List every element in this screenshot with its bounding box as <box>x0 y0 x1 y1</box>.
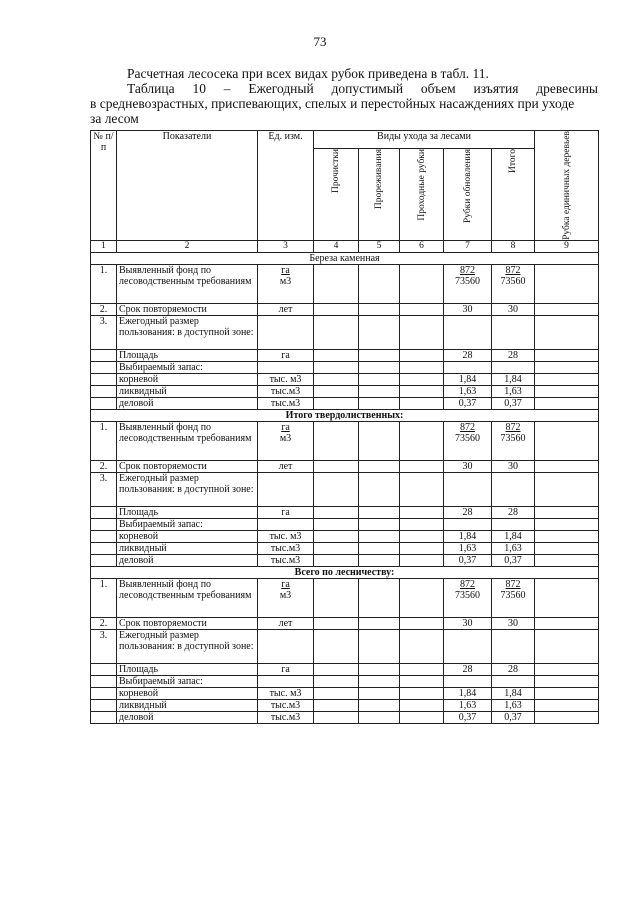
cell-empty <box>359 542 400 554</box>
cell-total: 28 <box>492 663 535 675</box>
value-top: 872 <box>460 421 475 433</box>
cell-empty <box>359 460 400 472</box>
cell-empty <box>359 373 400 385</box>
row-num: 3. <box>91 472 117 506</box>
cell-empty <box>535 349 599 361</box>
cell-empty <box>91 397 117 409</box>
row-label: Выявленный фонд по лесоводственным требованиям <box>117 578 258 617</box>
cell-empty <box>359 264 400 303</box>
cell-empty <box>258 315 314 349</box>
table-row <box>91 675 599 687</box>
cell-empty <box>492 472 535 506</box>
table-row <box>91 518 599 530</box>
cell-total <box>492 421 535 460</box>
cell-renewal: 1,84 <box>444 373 492 385</box>
cell-empty <box>492 518 535 530</box>
cell-empty <box>535 687 599 699</box>
cell-empty <box>314 542 359 554</box>
table-row <box>91 711 599 723</box>
cell-empty <box>314 264 359 303</box>
cell-empty <box>359 385 400 397</box>
table-row <box>91 530 599 542</box>
cell-empty <box>535 506 599 518</box>
header-passage-cuts-label: Проходные рубки <box>416 149 427 221</box>
section-title-row <box>91 566 599 578</box>
table-row <box>91 303 599 315</box>
cell-empty <box>535 530 599 542</box>
cell-renewal: 1,84 <box>444 687 492 699</box>
cell-empty <box>400 373 444 385</box>
row-num: 1. <box>91 264 117 303</box>
unit-top: га <box>281 264 290 276</box>
cell-empty <box>359 472 400 506</box>
cell-total: 0,37 <box>492 711 535 723</box>
cell-empty <box>535 617 599 629</box>
cell-total <box>492 264 535 303</box>
cell-empty <box>444 675 492 687</box>
value-top: 872 <box>505 578 521 590</box>
cell-empty <box>359 421 400 460</box>
page-number: 73 <box>313 34 327 49</box>
cell-total: 1,63 <box>492 699 535 711</box>
cell-empty <box>400 687 444 699</box>
cell-renewal: 28 <box>444 506 492 518</box>
cell-renewal: 1,63 <box>444 542 492 554</box>
cell-empty <box>258 518 314 530</box>
table-row <box>91 699 599 711</box>
table-caption-line-1: Таблица 10 – Ежегодный допустимый объем изъятия древесины <box>127 81 598 96</box>
col-number: 6 <box>400 240 444 252</box>
cell-empty <box>359 518 400 530</box>
cell-total: 1,84 <box>492 373 535 385</box>
cell-empty <box>535 542 599 554</box>
cell-empty <box>400 315 444 349</box>
table-row <box>91 385 599 397</box>
row-label: ликвидный <box>117 542 258 554</box>
col-number: 2 <box>117 240 258 252</box>
row-num: 3. <box>91 315 117 349</box>
intro-line-1: Расчетная лесосека при всех видах рубок приведена в табл. 11. <box>127 66 489 81</box>
cell-empty <box>492 675 535 687</box>
cell-empty <box>314 349 359 361</box>
cell-empty <box>535 385 599 397</box>
table-row <box>91 472 599 506</box>
cell-total: 28 <box>492 349 535 361</box>
cell-empty <box>91 361 117 373</box>
cell-empty <box>400 460 444 472</box>
cell-empty <box>314 315 359 349</box>
cell-renewal: 1,84 <box>444 530 492 542</box>
cell-empty <box>359 397 400 409</box>
row-unit <box>258 264 314 303</box>
header-row <box>91 131 599 149</box>
cell-empty <box>400 506 444 518</box>
cell-empty <box>492 361 535 373</box>
cell-empty <box>400 554 444 566</box>
cell-empty <box>314 373 359 385</box>
row-label: Выбираемый запас: <box>117 361 258 373</box>
cell-empty <box>359 315 400 349</box>
cell-empty <box>535 663 599 675</box>
cell-empty <box>91 663 117 675</box>
cell-renewal: 1,63 <box>444 699 492 711</box>
row-label: корневой <box>117 530 258 542</box>
cell-empty <box>314 711 359 723</box>
cell-empty <box>91 530 117 542</box>
col-number: 9 <box>535 240 599 252</box>
value-bottom: 73560 <box>500 275 526 287</box>
section-title-row <box>91 409 599 421</box>
row-label: Выявленный фонд по лесоводственным требованиям <box>117 421 258 460</box>
cell-total: 0,37 <box>492 397 535 409</box>
row-label: Площадь <box>117 506 258 518</box>
cell-empty <box>314 530 359 542</box>
row-unit: тыс.м3 <box>258 542 314 554</box>
cell-empty <box>400 578 444 617</box>
col-number: 8 <box>492 240 535 252</box>
row-unit: лет <box>258 617 314 629</box>
cell-empty <box>400 629 444 663</box>
cell-empty <box>314 617 359 629</box>
cell-empty <box>91 554 117 566</box>
cell-empty <box>359 303 400 315</box>
cell-empty <box>314 506 359 518</box>
cell-empty <box>400 663 444 675</box>
row-label: корневой <box>117 687 258 699</box>
cell-empty <box>492 315 535 349</box>
cell-empty <box>400 518 444 530</box>
cell-empty <box>400 385 444 397</box>
cell-empty <box>314 385 359 397</box>
cell-renewal: 0,37 <box>444 711 492 723</box>
row-label: Ежегодный размер пользования: в доступной зоне: <box>117 629 258 663</box>
row-num: 1. <box>91 578 117 617</box>
header-unit: Ед. изм. <box>258 131 314 241</box>
cell-empty <box>91 373 117 385</box>
cell-renewal: 0,37 <box>444 554 492 566</box>
cell-empty <box>400 397 444 409</box>
value-top: 872 <box>505 421 521 433</box>
cell-empty <box>91 699 117 711</box>
row-label: Ежегодный размер пользования: в доступной зоне: <box>117 472 258 506</box>
cell-empty <box>314 361 359 373</box>
cell-empty <box>444 518 492 530</box>
header-total-label: Итого <box>508 149 519 174</box>
row-label: деловой <box>117 711 258 723</box>
row-unit: тыс.м3 <box>258 397 314 409</box>
value-bottom: 73560 <box>500 589 526 601</box>
cell-empty <box>258 472 314 506</box>
table-row <box>91 373 599 385</box>
logging-volume-table <box>90 130 599 724</box>
table-row <box>91 315 599 349</box>
row-num: 2. <box>91 617 117 629</box>
row-unit <box>258 578 314 617</box>
cell-empty <box>400 711 444 723</box>
cell-empty <box>535 675 599 687</box>
table-row <box>91 629 599 663</box>
row-label: Площадь <box>117 349 258 361</box>
cell-empty <box>91 385 117 397</box>
cell-empty <box>359 687 400 699</box>
cell-empty <box>314 460 359 472</box>
cell-empty <box>535 397 599 409</box>
value-bottom: 73560 <box>455 275 480 287</box>
header-cleaning <box>314 149 359 241</box>
cell-empty <box>359 663 400 675</box>
cell-empty <box>314 578 359 617</box>
cell-empty <box>91 349 117 361</box>
cell-empty <box>535 460 599 472</box>
cell-total: 28 <box>492 506 535 518</box>
row-unit: тыс.м3 <box>258 385 314 397</box>
row-num: 2. <box>91 303 117 315</box>
value-bottom: 73560 <box>455 589 480 601</box>
table-row <box>91 663 599 675</box>
section-title: Итого твердолиственных: <box>91 409 599 421</box>
cell-empty <box>314 663 359 675</box>
intro-text <box>90 66 598 126</box>
unit-bottom: м3 <box>279 589 292 601</box>
row-label: Выявленный фонд по лесоводственным требованиям <box>117 264 258 303</box>
table-row <box>91 554 599 566</box>
cell-empty <box>91 518 117 530</box>
row-num: 1. <box>91 421 117 460</box>
column-number-row <box>91 240 599 252</box>
table-row <box>91 361 599 373</box>
cell-empty <box>314 518 359 530</box>
cell-empty <box>359 699 400 711</box>
col-number: 7 <box>444 240 492 252</box>
cell-renewal <box>444 264 492 303</box>
row-unit: тыс.м3 <box>258 711 314 723</box>
cell-empty <box>400 530 444 542</box>
cell-empty <box>535 264 599 303</box>
cell-renewal: 30 <box>444 460 492 472</box>
cell-total <box>492 578 535 617</box>
cell-empty <box>91 542 117 554</box>
header-num: № п/п <box>91 131 117 241</box>
cell-empty <box>359 530 400 542</box>
row-label: Срок повторяемости <box>117 617 258 629</box>
cell-empty <box>444 472 492 506</box>
cell-empty <box>535 629 599 663</box>
header-cleaning-label: Прочистки <box>331 149 341 194</box>
section-title: Береза каменная <box>91 252 599 264</box>
cell-empty <box>535 361 599 373</box>
cell-empty <box>400 303 444 315</box>
cell-empty <box>444 629 492 663</box>
cell-empty <box>314 699 359 711</box>
row-label: ликвидный <box>117 699 258 711</box>
row-unit: тыс. м3 <box>258 373 314 385</box>
cell-empty <box>400 542 444 554</box>
cell-empty <box>314 554 359 566</box>
cell-empty <box>535 373 599 385</box>
cell-empty <box>258 361 314 373</box>
cell-empty <box>535 578 599 617</box>
cell-empty <box>492 629 535 663</box>
cell-empty <box>535 303 599 315</box>
cell-total: 30 <box>492 303 535 315</box>
cell-empty <box>400 361 444 373</box>
cell-empty <box>400 699 444 711</box>
unit-bottom: м3 <box>279 275 292 287</box>
value-top: 872 <box>460 264 475 276</box>
cell-empty <box>359 578 400 617</box>
cell-empty <box>258 629 314 663</box>
table-row <box>91 578 599 617</box>
header-total <box>492 149 535 241</box>
section-title: Всего по лесничеству: <box>91 566 599 578</box>
cell-total: 30 <box>492 460 535 472</box>
row-unit: га <box>258 349 314 361</box>
cell-empty <box>400 472 444 506</box>
row-num: 3. <box>91 629 117 663</box>
unit-top: га <box>281 578 290 590</box>
header-care-types: Виды ухода за лесами <box>314 131 535 149</box>
cell-empty <box>314 687 359 699</box>
unit-bottom: м3 <box>279 432 292 444</box>
cell-empty <box>535 554 599 566</box>
cell-empty <box>400 349 444 361</box>
row-unit: тыс. м3 <box>258 530 314 542</box>
header-renewal-cuts-label: Рубки обновления <box>462 149 473 224</box>
cell-empty <box>314 629 359 663</box>
row-unit: лет <box>258 303 314 315</box>
cell-empty <box>258 675 314 687</box>
col-number: 4 <box>314 240 359 252</box>
cell-empty <box>359 711 400 723</box>
row-label: корневой <box>117 373 258 385</box>
header-renewal-cuts <box>444 149 492 241</box>
cell-total: 1,63 <box>492 542 535 554</box>
cell-empty <box>359 349 400 361</box>
cell-empty <box>400 675 444 687</box>
cell-renewal: 28 <box>444 663 492 675</box>
row-unit: тыс. м3 <box>258 687 314 699</box>
value-top: 872 <box>505 264 521 276</box>
value-bottom: 73560 <box>500 432 526 444</box>
row-unit <box>258 421 314 460</box>
row-label: деловой <box>117 554 258 566</box>
header-thinning <box>359 149 400 241</box>
cell-empty <box>91 675 117 687</box>
header-single-tree-label: Рубка единичных деревьев <box>561 131 572 240</box>
header-single-tree <box>535 131 599 241</box>
cell-renewal: 30 <box>444 303 492 315</box>
table-row <box>91 421 599 460</box>
cell-empty <box>314 675 359 687</box>
cell-empty <box>91 687 117 699</box>
cell-empty <box>314 303 359 315</box>
section-title-row <box>91 252 599 264</box>
cell-renewal <box>444 578 492 617</box>
cell-empty <box>91 711 117 723</box>
col-number: 5 <box>359 240 400 252</box>
table-row <box>91 349 599 361</box>
cell-empty <box>359 506 400 518</box>
row-label: ликвидный <box>117 385 258 397</box>
cell-renewal <box>444 421 492 460</box>
cell-empty <box>359 554 400 566</box>
cell-empty <box>314 397 359 409</box>
row-unit: лет <box>258 460 314 472</box>
row-label: Срок повторяемости <box>117 303 258 315</box>
cell-empty <box>400 617 444 629</box>
cell-empty <box>359 361 400 373</box>
table-row <box>91 397 599 409</box>
cell-empty <box>91 506 117 518</box>
value-bottom: 73560 <box>455 432 480 444</box>
cell-empty <box>535 699 599 711</box>
row-label: Площадь <box>117 663 258 675</box>
cell-total: 0,37 <box>492 554 535 566</box>
cell-renewal: 1,63 <box>444 385 492 397</box>
table-row <box>91 506 599 518</box>
header-thinning-label: Прореживания <box>374 149 384 210</box>
col-number: 3 <box>258 240 314 252</box>
header-indicators: Показатели <box>117 131 258 241</box>
row-unit: тыс.м3 <box>258 554 314 566</box>
table-row <box>91 617 599 629</box>
cell-empty <box>535 711 599 723</box>
table-caption-line-3: за лесом <box>90 111 139 126</box>
row-unit: тыс.м3 <box>258 699 314 711</box>
cell-total: 30 <box>492 617 535 629</box>
col-number: 1 <box>91 240 117 252</box>
table-row <box>91 264 599 303</box>
table-row <box>91 460 599 472</box>
table-row <box>91 542 599 554</box>
row-label: деловой <box>117 397 258 409</box>
row-label: Ежегодный размер пользования: в доступной зоне: <box>117 315 258 349</box>
row-unit: га <box>258 663 314 675</box>
row-num: 2. <box>91 460 117 472</box>
cell-empty <box>535 472 599 506</box>
row-label: Выбираемый запас: <box>117 675 258 687</box>
cell-empty <box>535 518 599 530</box>
header-passage-cuts <box>400 149 444 241</box>
row-label: Срок повторяемости <box>117 460 258 472</box>
cell-empty <box>400 421 444 460</box>
cell-empty <box>444 361 492 373</box>
cell-empty <box>359 675 400 687</box>
cell-empty <box>444 315 492 349</box>
cell-total: 1,63 <box>492 385 535 397</box>
cell-empty <box>359 617 400 629</box>
cell-empty <box>314 421 359 460</box>
unit-top: га <box>281 421 290 433</box>
cell-empty <box>535 421 599 460</box>
cell-renewal: 28 <box>444 349 492 361</box>
cell-empty <box>535 315 599 349</box>
cell-renewal: 0,37 <box>444 397 492 409</box>
table-caption-line-2: в средневозрастных, приспевающих, спелых и перестойных насаждениях при уходе <box>90 96 575 111</box>
table-row <box>91 687 599 699</box>
cell-renewal: 30 <box>444 617 492 629</box>
row-unit: га <box>258 506 314 518</box>
cell-empty <box>359 629 400 663</box>
cell-empty <box>314 472 359 506</box>
row-label: Выбираемый запас: <box>117 518 258 530</box>
cell-total: 1,84 <box>492 530 535 542</box>
value-top: 872 <box>460 578 475 590</box>
cell-empty <box>400 264 444 303</box>
cell-total: 1,84 <box>492 687 535 699</box>
